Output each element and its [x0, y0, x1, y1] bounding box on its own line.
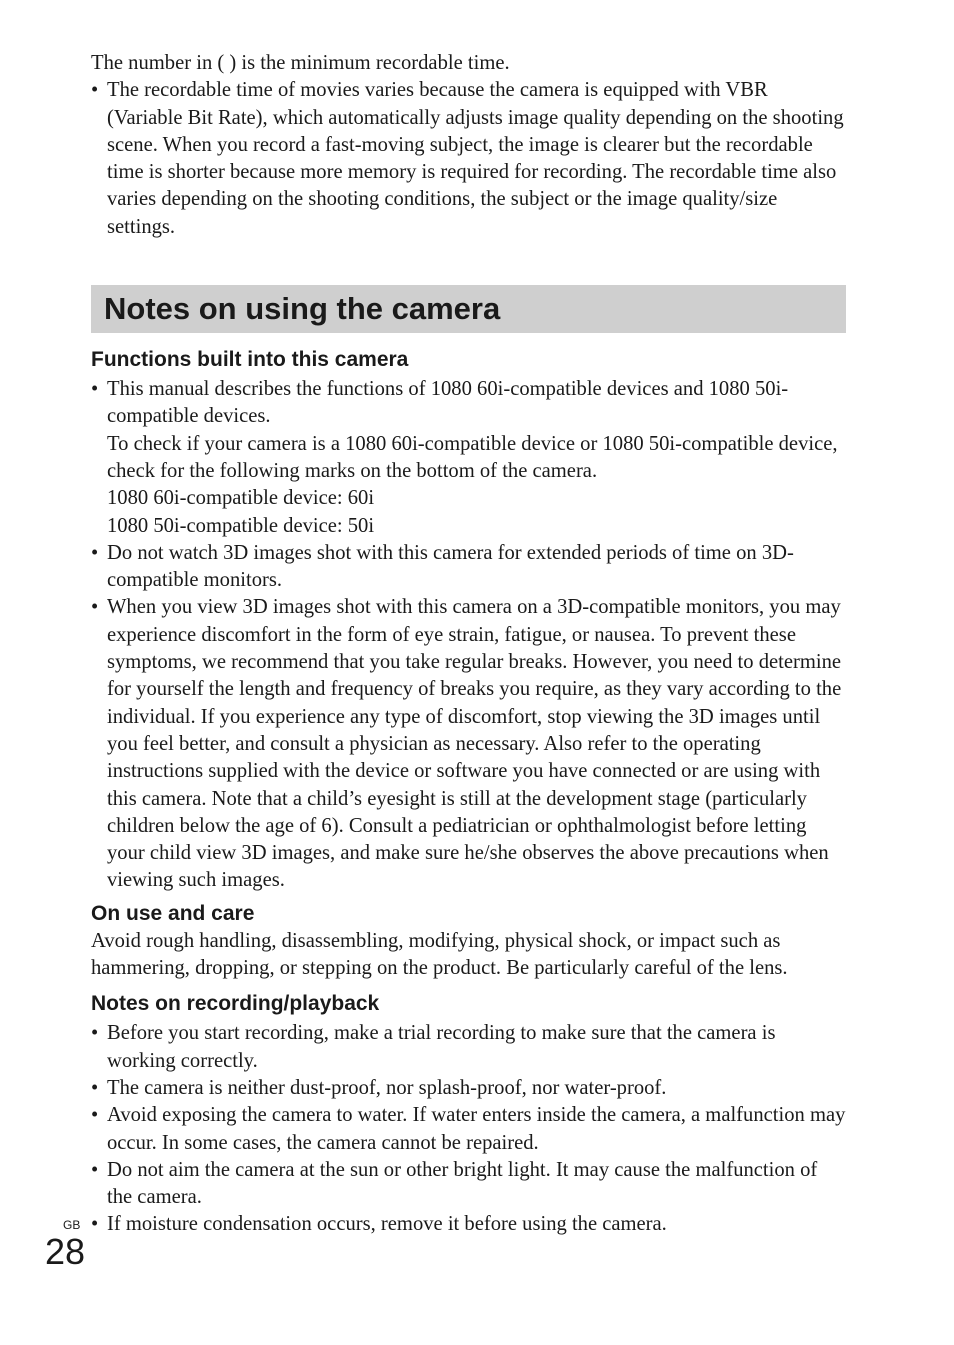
recording-bullet: • Do not aim the camera at the sun or other bright light. It may cause the malfunction of the camera.	[91, 1157, 846, 1212]
recording-bullet: • Avoid exposing the camera to water. If water enters inside the camera, a malfunction may occur. In some cases, the camera cannot be repaired.	[91, 1102, 846, 1157]
vbr-bullet: • The recordable time of movies varies because the camera is equipped with VBR (Variable Bit Rate), which automatically adjusts image quality depending on the shooting scene. When you record a fast-moving subject, the image is clearer but the recordable time is shorter because more memory is required for recording. The recordable time also varies depending on the shooting conditions, the subject or the image quality/size settings.	[91, 77, 846, 241]
language-code: GB	[63, 1218, 81, 1232]
recording-bullet: • Before you start recording, make a trial recording to make sure that the camera is working correctly.	[91, 1020, 846, 1075]
compat-line-1: This manual describes the functions of 1080 60i-compatible devices and 1080 50i-compatible devices.	[107, 378, 789, 428]
functions-bullet-3d-discomfort: • When you view 3D images shot with this camera on a 3D-compatible monitors, you may experience discomfort in the form of eye strain, fatigue, or nausea. To prevent these symptoms, we recommend that you take regular breaks. However, you need to determine for yourself the length and frequency of breaks you require, as they vary according to the individual. If you experience any type of discomfort, stop viewing the 3D images until you feel better, and consult a physician as necessary. Also refer to the operating instructions supplied with the device or software you have connected or are using with this camera. Note that a child’s eyesight is still at the development stage (particularly children below the age of 6). Consult a pediatrician or ophthalmologist before letting your child view 3D images, and make sure he/she observes the above precautions when viewing such images.	[91, 594, 846, 894]
functions-bullet-list	[91, 376, 846, 895]
recording-heading: Notes on recording/playback	[91, 992, 380, 1016]
recordable-time-note: The number in ( ) is the minimum recordable time.	[91, 52, 510, 74]
compat-line-60i: 1080 60i-compatible device: 60i	[107, 487, 375, 510]
recording-bullet-list	[91, 1020, 846, 1238]
care-heading: On use and care	[91, 901, 255, 925]
manual-page	[91, 50, 846, 1239]
vbr-bullet-list	[91, 77, 846, 241]
compat-line-2: To check if your camera is a 1080 60i-compatible device or 1080 50i-compatible device, check for the following marks on the bottom of the camera.	[107, 432, 838, 482]
functions-heading: Functions built into this camera	[91, 348, 409, 372]
recording-bullet: • If moisture condensation occurs, remove it before using the camera.	[91, 1211, 846, 1238]
compat-line-50i: 1080 50i-compatible device: 50i	[107, 514, 375, 537]
section-title: Notes on using the camera	[104, 291, 501, 327]
section-header-bar	[91, 285, 846, 333]
functions-bullet-3d-duration: • Do not watch 3D images shot with this camera for extended periods of time on 3D-compatible monitors.	[91, 540, 846, 595]
care-text: Avoid rough handling, disassembling, modifying, physical shock, or impact such as hammering, dropping, or stepping on the product. Be particularly careful of the lens.	[91, 929, 788, 980]
page-number: 28	[45, 1231, 86, 1272]
functions-bullet-compat	[91, 376, 846, 540]
recording-bullet: • The camera is neither dust-proof, nor splash-proof, nor water-proof.	[91, 1075, 846, 1102]
